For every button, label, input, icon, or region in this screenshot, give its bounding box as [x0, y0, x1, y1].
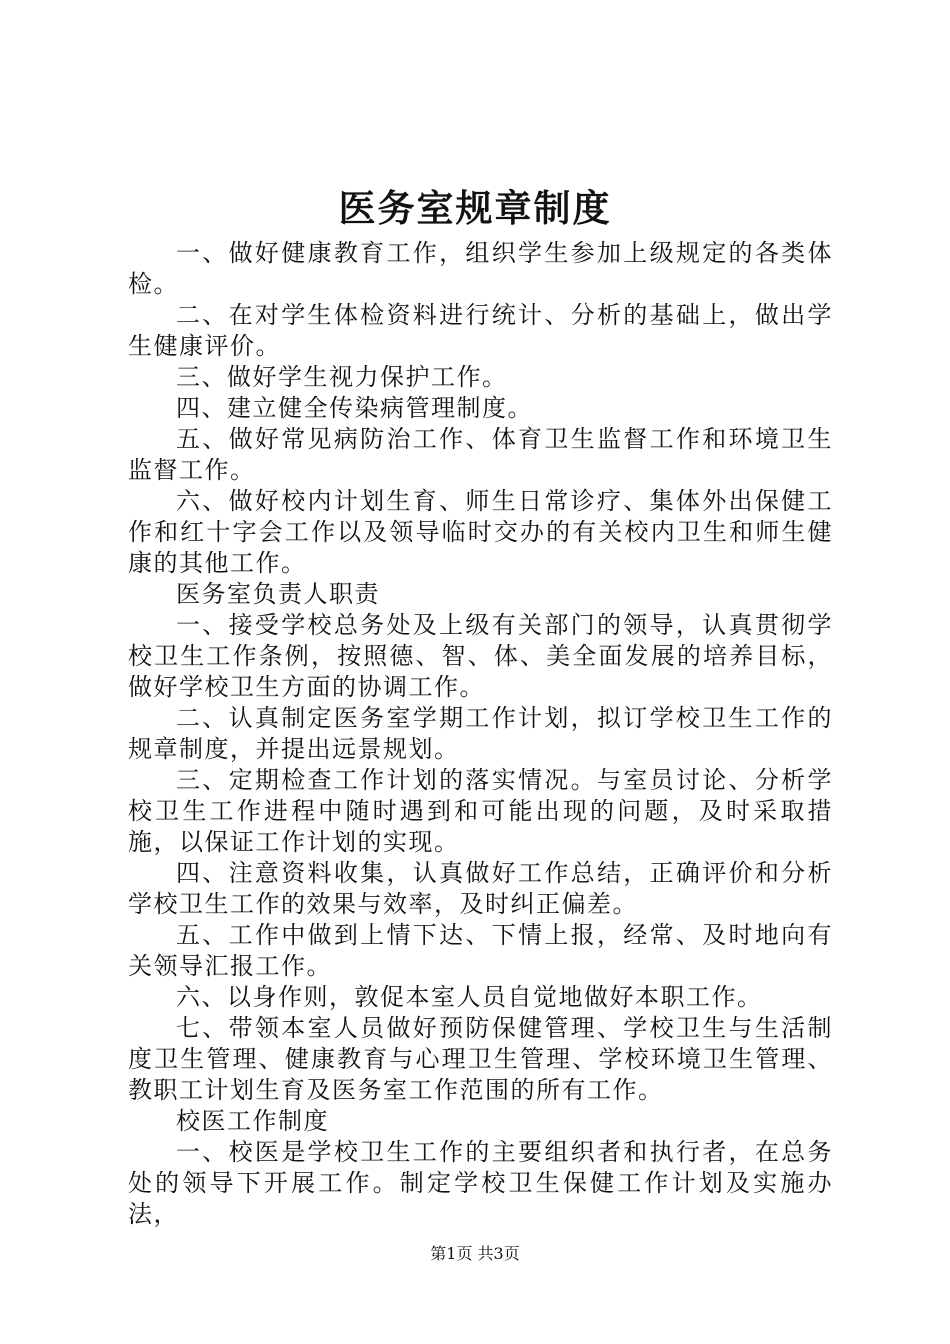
paragraph: 三、做好学生视力保护工作。: [176, 363, 508, 391]
paragraph: 一、接受学校总务处及上级有关部门的领导，认真贯彻学校卫生工作条例，按照德、智、体、美全面发展的培养目标，做好学校卫生方面的协调工作。: [128, 611, 833, 701]
page-footer: 第1页 共3页: [430, 1244, 520, 1263]
paragraph: 四、注意资料收集，认真做好工作总结，正确评价和分析学校卫生工作的效果与效率，及时纠正偏差。: [128, 859, 833, 918]
paragraph: 七、带领本室人员做好预防保健管理、学校卫生与生活制度卫生管理、健康教育与心理卫生管理、学校环境卫生管理、教职工计划生育及医务室工作范围的所有工作。: [128, 1014, 833, 1104]
paragraph: 一、做好健康教育工作，组织学生参加上级规定的各类体检。: [128, 239, 833, 298]
document-body: [128, 238, 833, 1230]
section-heading: 医务室负责人职责: [176, 580, 380, 608]
paragraph: 六、以身作则，敦促本室人员自觉地做好本职工作。: [176, 983, 763, 1011]
paragraph: 四、建立健全传染病管理制度。: [176, 394, 533, 422]
paragraph: 二、认真制定医务室学期工作计划，拟订学校卫生工作的规章制度，并提出远景规划。: [128, 704, 833, 763]
paragraph: 一、校医是学校卫生工作的主要组织者和执行者，在总务处的领导下开展工作。制定学校卫生保健工作计划及实施办法，: [128, 1138, 833, 1228]
paragraph: 二、在对学生体检资料进行统计、分析的基础上，做出学生健康评价。: [128, 301, 833, 360]
section-heading: 校医工作制度: [176, 1107, 329, 1135]
paragraph: 五、工作中做到上情下达、下情上报，经常、及时地向有关领导汇报工作。: [128, 921, 833, 980]
document-title: 医务室规章制度: [338, 186, 612, 230]
paragraph: 五、做好常见病防治工作、体育卫生监督工作和环境卫生监督工作。: [128, 425, 833, 484]
paragraph: 三、定期检查工作计划的落实情况。与室员讨论、分析学校卫生工作进程中随时遇到和可能出现的问题，及时采取措施，以保证工作计划的实现。: [128, 766, 833, 856]
paragraph: 六、做好校内计划生育、师生日常诊疗、集体外出保健工作和红十字会工作以及领导临时交办的有关校内卫生和师生健康的其他工作。: [128, 487, 833, 577]
